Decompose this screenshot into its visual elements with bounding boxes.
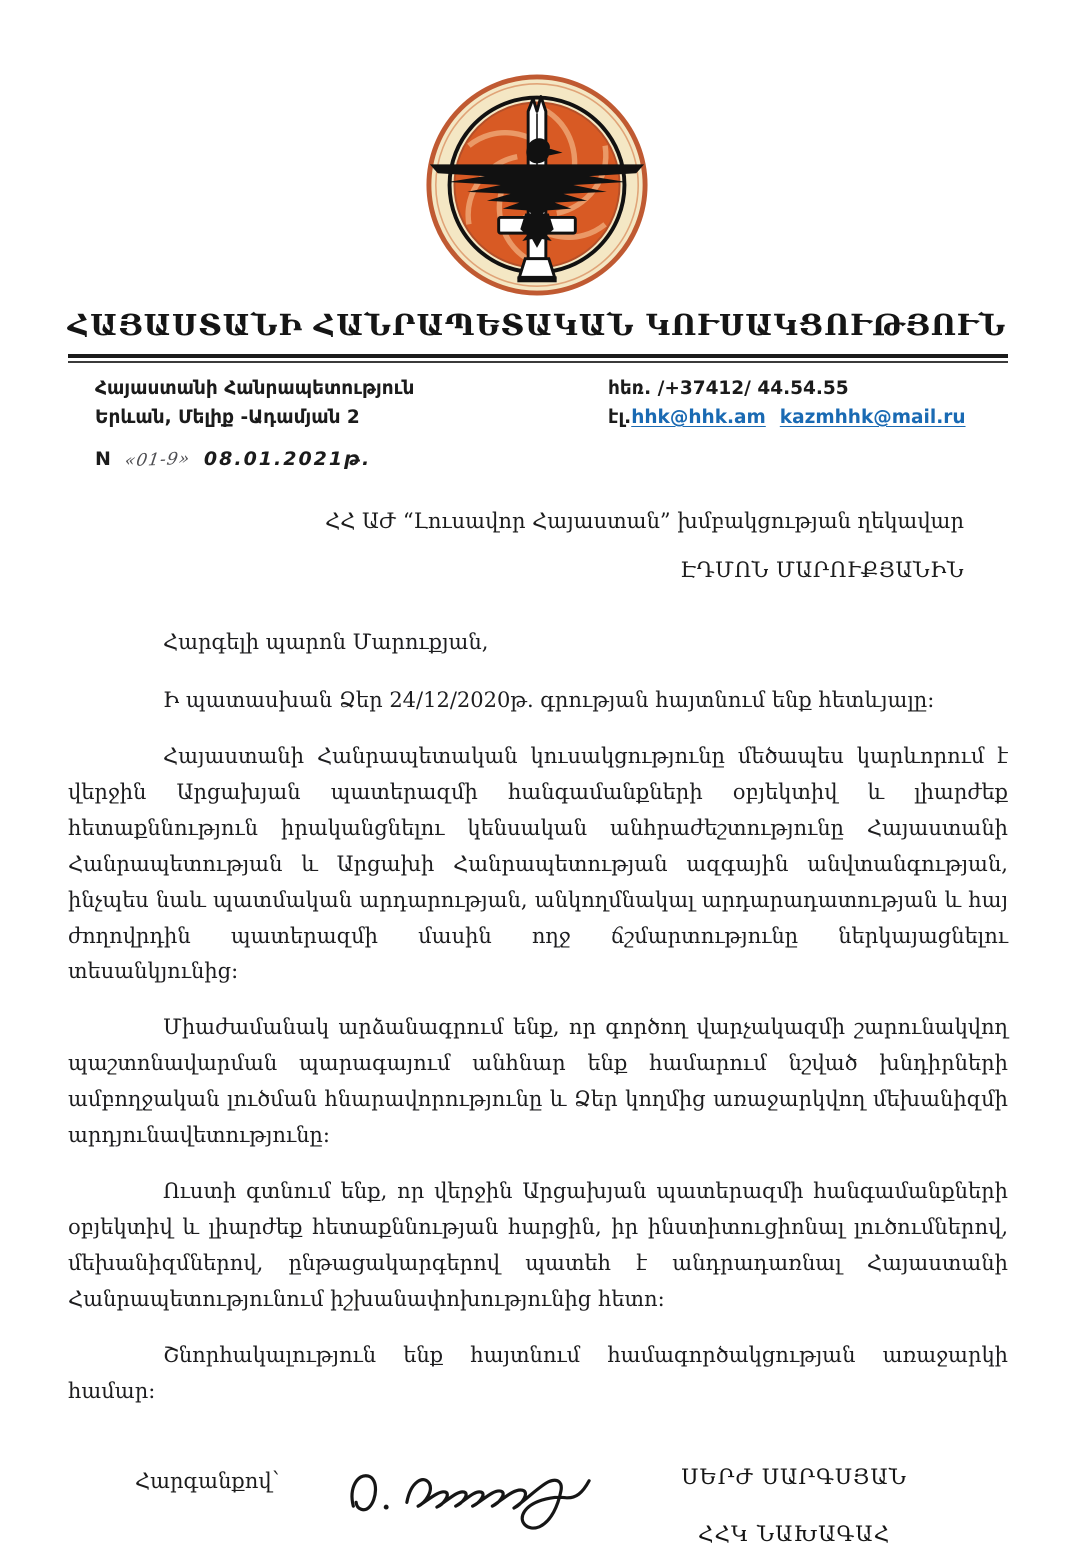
email-line	[608, 404, 1008, 433]
addressee-position: ՀՀ ԱԺ “Լուսավոր Հայաստան” խմբակցության ղեկավար	[325, 509, 964, 534]
letter-body	[68, 625, 1008, 1409]
reference-line	[95, 448, 1074, 470]
header-divider	[68, 354, 1008, 363]
email-link-secondary[interactable]: kazmhhk@mail.ru	[779, 406, 966, 428]
paragraph-intro: Ի պատասխան Ձեր 24/12/2020թ. գրության հայտնում ենք հետևյալը:	[163, 688, 935, 713]
paragraph-conclusion: Ուստի գտնում ենք, որ վերջին Արցախյան պատերազմի հանգամանքների օբյեկտիվ և լիարժեք հետաքննության հարցին, իր ինստիտուցիոնալ լուծումներով, մեխանիզմներով, ընթացակարգերով պատեհ է անդրադառնալ Հայաստանի Հանրապետությունում իշխանափոխությունից հետո:	[68, 1179, 1008, 1311]
phone-number: /+37412/ 44.54.55	[657, 378, 849, 399]
salutation: Հարգելի պարոն Մարուքյան,	[163, 630, 489, 655]
addressee-name: ԷԴՄՈՆ ՄԱՐՈՒՔՅԱՆԻՆ	[680, 557, 964, 582]
email-link-primary[interactable]: hhk@hhk.am	[631, 406, 766, 428]
paragraph-importance: Հայաստանի Հանրապետական կուսակցությունը մեծապես կարևորում է վերջին Արցախյան պատերազմի հանգամանքների օբյեկտիվ և լիարժեք հետաքննություն իրականցնելու կենսական անհրաժեշտությունը Հայաստանի Հանրապետության և Արցախի Հանրապետության ազգային անվտանգության, ինչպես նաև պատմական արդարության, անկողմնակալ արդարադատության և հայ ժողովրդին պատերազմի մասին ողջ ճշմարտությունը ներկայացնելու տեսանկյունից:	[68, 744, 1008, 984]
logo-container	[0, 0, 1074, 298]
signer-title: ՀՀԿ ՆԱԽԱԳԱՀ	[698, 1522, 891, 1547]
party-title: ՀԱՅԱՍՏԱՆԻ ՀԱՆՐԱՊԵՏԱԿԱՆ ԿՈՒՍԱԿՑՈՒԹՅՈՒՆ	[67, 308, 1007, 342]
org-street-address: Երևան, Մելիք -Ադամյան 2	[95, 406, 360, 428]
paragraph-assessment: Միաժամանակ արձանագրում ենք, որ գործող վարչակազմի շարունակվող պաշտոնավարման պարագայում անհնար ենք համարում նշված խնդիրների ամբողջական լուծման հնարավորությունը և Ձեր կողմից առաջարկվող մեխանիզմի արդյունավետությունը:	[68, 1015, 1008, 1148]
signer-name: ՍԵՐԺ ՍԱՐԳՍՅԱՆ	[681, 1465, 907, 1491]
email-label: էլ.	[608, 406, 632, 428]
paragraph-thanks: Շնորհակալություն ենք հայտնում համագործակցության առաջարկի համար:	[68, 1342, 1008, 1403]
signer-block	[681, 1443, 907, 1547]
org-country: Հայաստանի Հանրապետություն	[95, 378, 415, 399]
closing-word: Հարգանքով՝	[135, 1469, 280, 1494]
ref-number-label: N	[95, 448, 111, 471]
handwritten-signature-icon	[327, 1443, 637, 1543]
addressee-block	[0, 506, 964, 585]
ref-date: 08.01.2021թ.	[203, 448, 372, 471]
ref-number-handwritten: «01-9»	[123, 449, 192, 472]
letterhead-info	[95, 375, 1008, 432]
org-address-block	[95, 375, 414, 432]
org-contact-block	[608, 375, 1008, 432]
phone-line	[608, 375, 1008, 404]
republican-party-emblem-icon	[424, 72, 650, 298]
signature-block	[135, 1443, 1008, 1547]
phone-label: հեռ.	[608, 378, 652, 399]
